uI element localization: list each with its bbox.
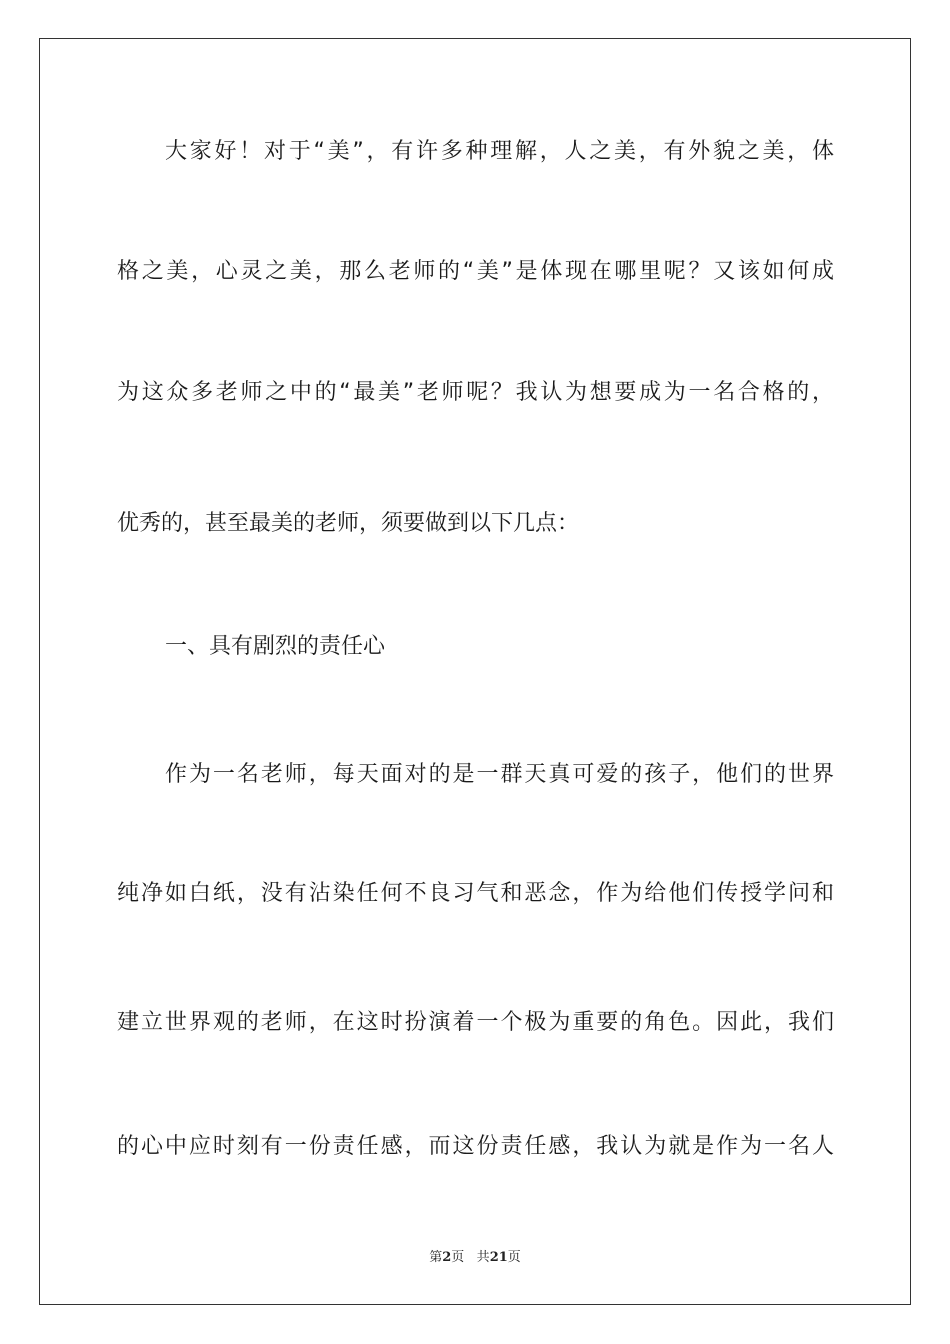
footer-total-suffix: 页	[507, 1250, 521, 1265]
paragraph-line: 作为一名老师，每天面对的是一群天真可爱的孩子，他们的世界	[165, 762, 834, 787]
footer-page-suffix: 页	[451, 1250, 465, 1265]
section-heading: 一、具有剧烈的责任心	[165, 634, 386, 659]
paragraph-line: 大家好！对于“美”，有许多种理解，人之美，有外貌之美，体	[165, 139, 834, 164]
paragraph-line: 的心中应时刻有一份责任感，而这份责任感，我认为就是作为一名人	[117, 1134, 834, 1159]
paragraph-line: 纯净如白纸，没有沾染任何不良习气和恶念，作为给他们传授学问和	[117, 881, 834, 906]
footer-page-prefix: 第	[429, 1250, 443, 1265]
footer-total-pages: 21	[489, 1250, 508, 1265]
page-border	[39, 38, 911, 1305]
paragraph-line: 格之美，心灵之美，那么老师的“美”是体现在哪里呢？又该如何成	[117, 259, 834, 284]
footer-total-prefix: 共	[476, 1250, 490, 1265]
paragraph-line: 优秀的，甚至最美的老师，须要做到以下几点：	[117, 511, 580, 536]
page-footer	[0, 1246, 950, 1265]
paragraph-line: 建立世界观的老师，在这时扮演着一个极为重要的角色。因此，我们	[117, 1010, 834, 1035]
footer-page-number: 2	[442, 1250, 452, 1265]
paragraph-line: 为这众多老师之中的“最美”老师呢？我认为想要成为一名合格的，	[117, 380, 834, 405]
